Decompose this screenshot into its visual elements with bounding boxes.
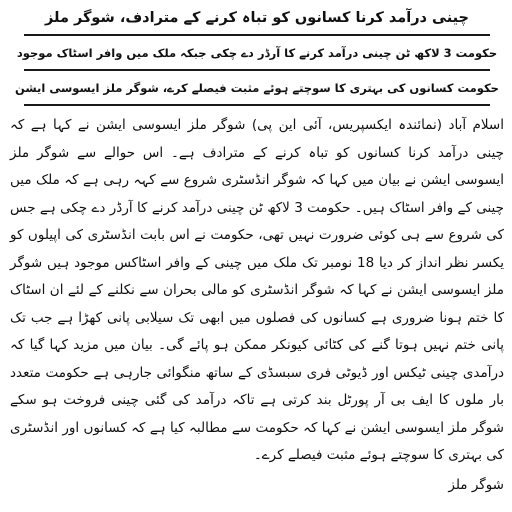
headline-divider-3 [24,104,490,106]
article-paragraph: اسلام آباد (نمائندہ ایکسپریس، آئی این پی) شوگر ملز ایسوسی ایشن نے کہا ہے کہ چینی درآمد کرنا کسانوں کو تباہ کرنے کے مترادف ہے۔ اس حوالے سے شوگر ملز ایسوسی ایشن نے بیان میں کہا کہ شوگر انڈسٹری شروع سے کہہ رہی ہے کہ ملک میں چینی کے وافر اسٹاک ہیں۔ حکومت 3 لاکھ ٹن چینی درآمد کرنے کا آرڈر دے چکی ہے جس کی شروع سے ہی کوئی ضرورت نہیں تھی، حکومت نے اس بابت انڈسٹری کی اپیلوں کو یکسر نظر انداز کر دیا 18 نومبر تک ملک میں چینی کے وافر اسٹاکس موجود ہیں شوگر ملز ایسوسی ایشن نے کہا کہ شوگر انڈسٹری کو مالی بحران سے نکلنے کے لئے ان اسٹاک کا ختم ہونا ضروری ہے کسانوں کی فصلوں میں ابھی تک سیلابی پانی کھڑا ہے جب تک پانی ختم نہیں ہوتا گنے کی کٹائی کیونکر ممکن ہو پائے گی۔ بیان میں مزید کہا گیا کہ درآمدی چینی ٹیکس اور ڈیوٹی فری سبسڈی کے ساتھ منگوائی جارہی ہے حکومت متعدد بار ملوں کا ایف بی آر پورٹل بند کرتی ہے تاکہ درآمد کی گئی چینی فروخت ہو سکے شوگر ملز ایسوسی ایشن نے کہا کہ حکومت سے مطالبہ کیا ہے کہ کسانوں اور انڈسٹری کی بہتری کا سوچتے ہوئے مثبت فیصلے کرے۔ [10,117,504,463]
headline-divider-1 [24,34,490,36]
headline-divider-2 [24,69,490,71]
headline-sub-1: حکومت 3 لاکھ ٹن چینی درآمد کرنے کا آرڈر دے چکی جبکہ ملک میں وافر اسٹاک موجود [16,46,498,60]
article-body [10,112,504,470]
headline-sub-2: حکومت کسانوں کی بہتری کا سوچتے ہوئے مثبت فیصلے کرے، شوگر ملز ایسوسی ایشن [15,81,499,95]
headline-main: چینی درآمد کرنا کسانوں کو تباہ کرنے کے مترادف، شوگر ملز [45,10,469,26]
article-byline: شوگر ملز [448,476,504,493]
